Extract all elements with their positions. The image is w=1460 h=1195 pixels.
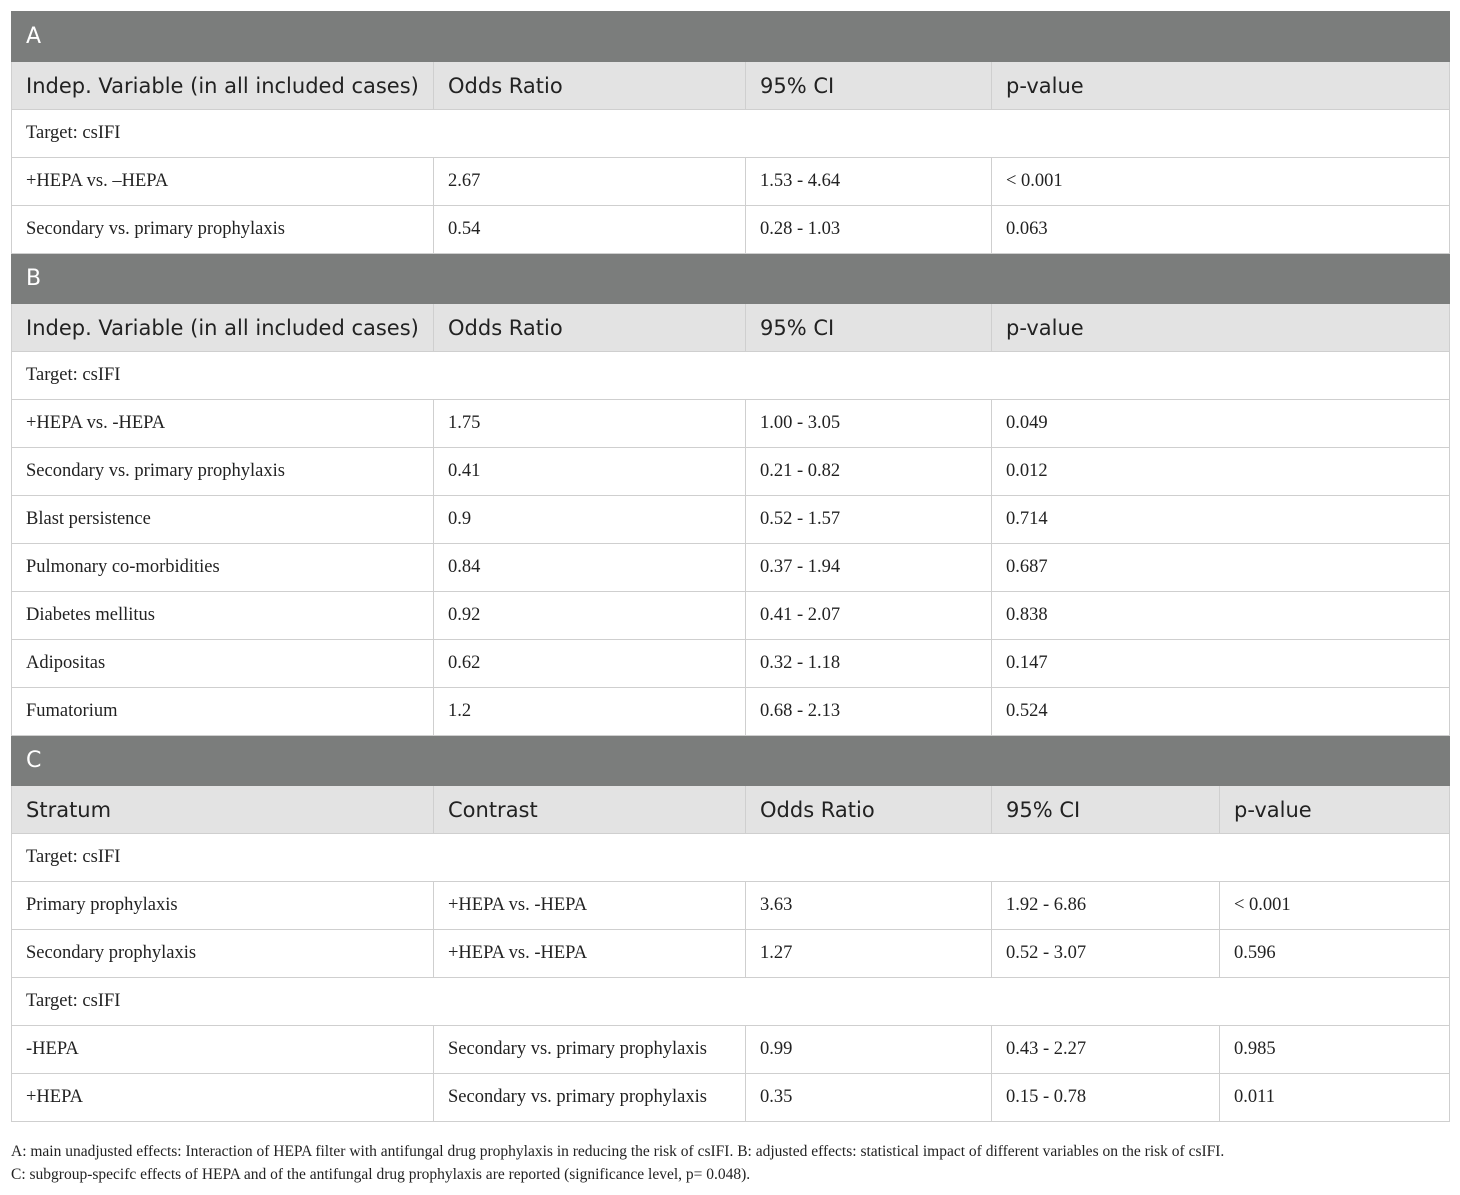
table-cell: 1.92 - 6.86 xyxy=(992,882,1220,930)
table-cell: 0.52 - 3.07 xyxy=(992,930,1220,978)
table-cell: 0.011 xyxy=(1220,1074,1450,1122)
table-row xyxy=(12,1026,1450,1074)
table-cell: -HEPA xyxy=(12,1026,434,1074)
table-cell: Secondary vs. primary prophylaxis xyxy=(434,1026,746,1074)
section-header-row xyxy=(12,736,1450,786)
column-header: p-value xyxy=(992,62,1450,110)
column-header: Contrast xyxy=(434,786,746,834)
section-label: B xyxy=(12,254,1450,304)
column-header: Odds Ratio xyxy=(434,62,746,110)
table-cell: 0.52 - 1.57 xyxy=(746,496,992,544)
table-cell: 0.62 xyxy=(434,640,746,688)
target-label: Target: csIFI xyxy=(12,352,1450,400)
target-row xyxy=(12,978,1450,1026)
table-cell: 0.54 xyxy=(434,206,746,254)
table-row xyxy=(12,496,1450,544)
table-cell: 0.35 xyxy=(746,1074,992,1122)
section-header-row xyxy=(12,254,1450,304)
table-cell: 0.838 xyxy=(992,592,1450,640)
table-cell: 0.37 - 1.94 xyxy=(746,544,992,592)
column-header: Odds Ratio xyxy=(434,304,746,352)
table-row xyxy=(12,882,1450,930)
table-cell: Secondary vs. primary prophylaxis xyxy=(12,448,434,496)
table-cell: 0.68 - 2.13 xyxy=(746,688,992,736)
table-row xyxy=(12,592,1450,640)
table-cell: 1.00 - 3.05 xyxy=(746,400,992,448)
column-header: 95% CI xyxy=(746,304,992,352)
column-header-row xyxy=(12,786,1450,834)
section-header-row xyxy=(12,12,1450,62)
table-cell: 1.27 xyxy=(746,930,992,978)
table-cell: Adipositas xyxy=(12,640,434,688)
target-row xyxy=(12,834,1450,882)
column-header: Stratum xyxy=(12,786,434,834)
section-label: C xyxy=(12,736,1450,786)
column-header: p-value xyxy=(992,304,1450,352)
target-label: Target: csIFI xyxy=(12,978,1450,1026)
target-label: Target: csIFI xyxy=(12,110,1450,158)
table-cell: 0.049 xyxy=(992,400,1450,448)
table-row xyxy=(12,1074,1450,1122)
table-cell: +HEPA vs. -HEPA xyxy=(434,882,746,930)
table-cell: 0.714 xyxy=(992,496,1450,544)
column-header: 95% CI xyxy=(746,62,992,110)
table-cell: 1.75 xyxy=(434,400,746,448)
table-row xyxy=(12,544,1450,592)
target-row xyxy=(12,352,1450,400)
column-header: Indep. Variable (in all included cases) xyxy=(12,304,434,352)
table-cell: 0.012 xyxy=(992,448,1450,496)
table-row xyxy=(12,158,1450,206)
column-header: Indep. Variable (in all included cases) xyxy=(12,62,434,110)
column-header: Odds Ratio xyxy=(746,786,992,834)
table-cell: +HEPA vs. -HEPA xyxy=(12,400,434,448)
table-cell: 0.687 xyxy=(992,544,1450,592)
table-row xyxy=(12,400,1450,448)
table-cell: 1.2 xyxy=(434,688,746,736)
table-cell: 0.41 xyxy=(434,448,746,496)
table-row xyxy=(12,930,1450,978)
column-header-row xyxy=(12,62,1450,110)
table-cell: Blast persistence xyxy=(12,496,434,544)
table-cell: 0.84 xyxy=(434,544,746,592)
table-cell: Pulmonary co-morbidities xyxy=(12,544,434,592)
section-label: A xyxy=(12,12,1450,62)
table-cell: Primary prophylaxis xyxy=(12,882,434,930)
table-cell: 0.43 - 2.27 xyxy=(992,1026,1220,1074)
table-cell: 0.9 xyxy=(434,496,746,544)
odds-ratio-table xyxy=(11,11,1450,1122)
table-cell: 0.147 xyxy=(992,640,1450,688)
table-cell: Diabetes mellitus xyxy=(12,592,434,640)
table-cell: 2.67 xyxy=(434,158,746,206)
table-cell: 1.53 - 4.64 xyxy=(746,158,992,206)
footnote-line-2: C: subgroup-specifc effects of HEPA and of the antifungal drug prophylaxis are reported (significance level, p= 0.048). xyxy=(11,1166,751,1183)
table-row xyxy=(12,640,1450,688)
table-footnote xyxy=(11,1140,1451,1186)
table-row xyxy=(12,206,1450,254)
table-cell: 0.28 - 1.03 xyxy=(746,206,992,254)
column-header: 95% CI xyxy=(992,786,1220,834)
results-table-container xyxy=(11,11,1449,1122)
table-cell: 0.41 - 2.07 xyxy=(746,592,992,640)
target-label: Target: csIFI xyxy=(12,834,1450,882)
table-cell: +HEPA xyxy=(12,1074,434,1122)
table-cell: +HEPA vs. –HEPA xyxy=(12,158,434,206)
table-cell: Secondary prophylaxis xyxy=(12,930,434,978)
table-cell: Secondary vs. primary prophylaxis xyxy=(12,206,434,254)
table-cell: +HEPA vs. -HEPA xyxy=(434,930,746,978)
table-cell: 0.524 xyxy=(992,688,1450,736)
table-cell: 0.985 xyxy=(1220,1026,1450,1074)
table-cell: 3.63 xyxy=(746,882,992,930)
table-cell: Secondary vs. primary prophylaxis xyxy=(434,1074,746,1122)
table-cell: 0.99 xyxy=(746,1026,992,1074)
footnote-line-1: A: main unadjusted effects: Interaction of HEPA filter with antifungal drug prophylaxis in reducing the risk of csIFI. B: adjusted effects: statistical impact of different variables on the risk of csIFI. xyxy=(11,1143,1225,1160)
table-cell: 0.15 - 0.78 xyxy=(992,1074,1220,1122)
table-row xyxy=(12,688,1450,736)
table-cell: 0.21 - 0.82 xyxy=(746,448,992,496)
column-header: p-value xyxy=(1220,786,1450,834)
column-header-row xyxy=(12,304,1450,352)
table-cell: 0.063 xyxy=(992,206,1450,254)
table-cell: 0.92 xyxy=(434,592,746,640)
table-row xyxy=(12,448,1450,496)
table-cell: 0.596 xyxy=(1220,930,1450,978)
table-cell: < 0.001 xyxy=(992,158,1450,206)
table-cell: Fumatorium xyxy=(12,688,434,736)
table-cell: 0.32 - 1.18 xyxy=(746,640,992,688)
target-row xyxy=(12,110,1450,158)
table-cell: < 0.001 xyxy=(1220,882,1450,930)
